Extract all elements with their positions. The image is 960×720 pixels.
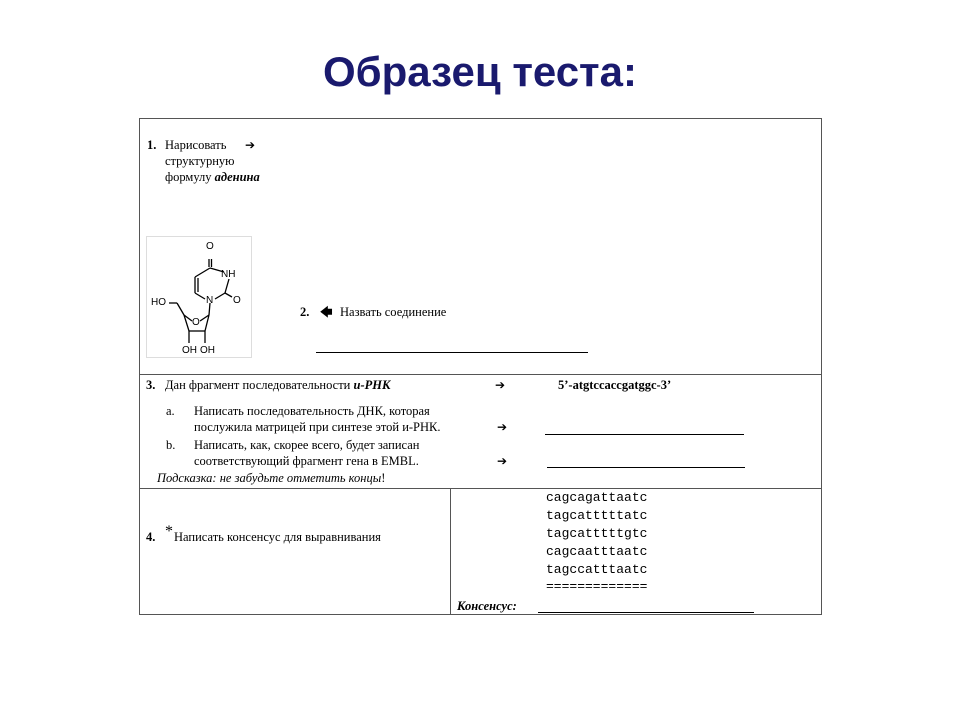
q1-line3: формулу аденина — [165, 170, 260, 184]
q4-star: * — [165, 523, 173, 540]
right-arrow-icon: ➔ — [497, 454, 508, 468]
q3b-line1: Написать, как, скорее всего, будет записан — [194, 438, 420, 452]
row-divider-2 — [139, 488, 822, 489]
q2-text: Назвать соединение — [340, 305, 447, 319]
alignment-seq-5: tagccatttaatc — [546, 562, 648, 577]
consensus-answer-line[interactable] — [538, 612, 754, 613]
q3b-letter: b. — [166, 438, 176, 452]
q4-text: Написать консенсус для выравнивания — [174, 530, 381, 544]
q3-hint: Подсказка: не забудьте отметить концы! — [157, 471, 386, 485]
o-ring-label: O — [192, 317, 200, 328]
col-divider — [450, 488, 451, 615]
uridine-structure-icon — [146, 236, 252, 358]
q2-number: 2. — [300, 305, 310, 319]
alignment-seq-1: cagcagattaatc — [546, 490, 648, 505]
o-top-label: O — [206, 241, 214, 252]
q4-number: 4. — [146, 530, 156, 544]
left-arrow-icon: 🡄 — [320, 305, 333, 319]
q2-answer-line[interactable] — [316, 352, 588, 353]
q3a-answer-line[interactable] — [545, 434, 744, 435]
q1-line2: структурную — [165, 154, 235, 168]
right-arrow-icon: ➔ — [245, 138, 256, 152]
nh-label: NH — [221, 269, 236, 280]
oh2-label: OH — [200, 345, 215, 356]
row-divider-1 — [139, 374, 822, 375]
q1-line1: Нарисовать — [165, 138, 227, 152]
q3-number: 3. — [146, 378, 156, 392]
n-label: N — [206, 295, 214, 306]
alignment-separator: ============= — [546, 579, 648, 594]
q3-sequence: 5’-atgtccaccgatggc-3’ — [558, 378, 672, 392]
alignment-seq-3: tagcatttttgtc — [546, 526, 648, 541]
q1-number: 1. — [147, 138, 157, 152]
q3b-answer-line[interactable] — [547, 467, 745, 468]
consensus-label: Консенсус: — [457, 599, 517, 613]
o-right-label: O — [233, 295, 241, 306]
q3a-line2: послужила матрицей при синтезе этой и-РНК. — [194, 420, 441, 434]
q3a-letter: a. — [166, 404, 175, 418]
q3a-line1: Написать последовательность ДНК, которая — [194, 404, 430, 418]
q3-text: Дан фрагмент последовательности и-РНК — [165, 378, 391, 392]
right-arrow-icon: ➔ — [497, 420, 508, 434]
alignment-seq-4: cagcaatttaatc — [546, 544, 648, 559]
alignment-seq-2: tagcatttttatc — [546, 508, 648, 523]
page-title: Образец теста: — [323, 48, 637, 95]
ho-label: HO — [151, 297, 166, 308]
q3b-line2: соответствующий фрагмент гена в EMBL. — [194, 454, 419, 468]
oh1-label: OH — [182, 345, 197, 356]
right-arrow-icon: ➔ — [495, 378, 506, 392]
